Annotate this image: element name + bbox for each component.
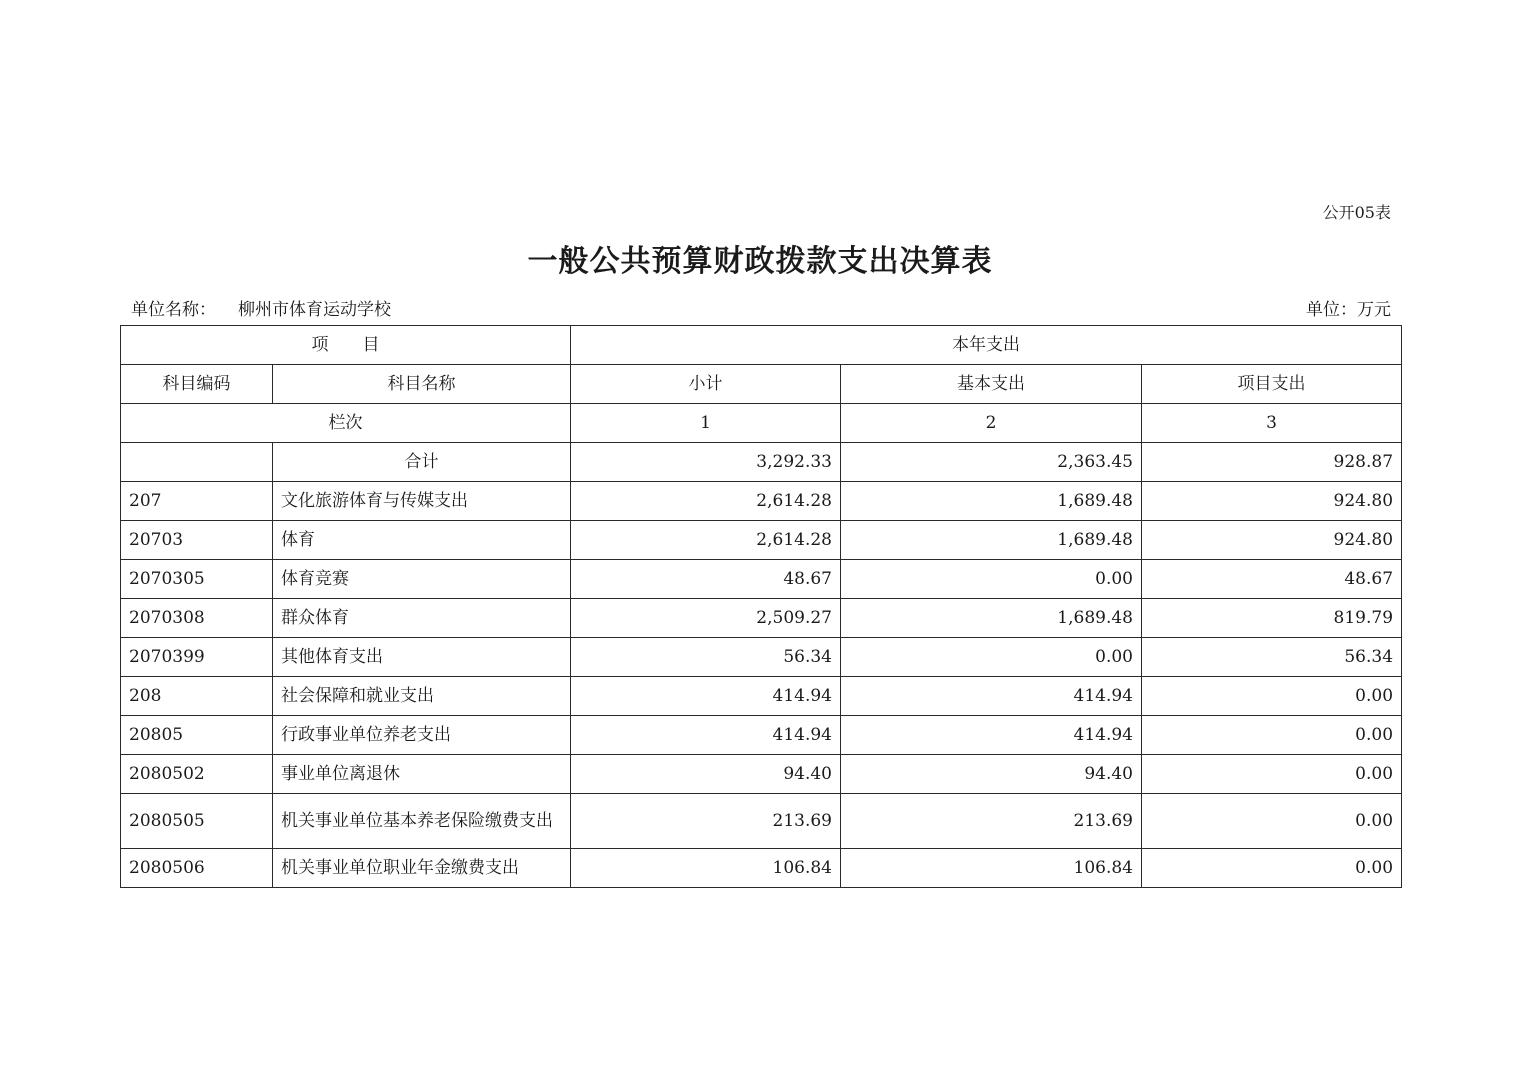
row-name: 文化旅游体育与传媒支出	[273, 482, 571, 521]
row-project: 0.00	[1142, 794, 1402, 849]
row-basic: 1,689.48	[841, 599, 1142, 638]
row-subtotal: 106.84	[571, 849, 841, 888]
row-code: 2080502	[121, 755, 273, 794]
unit-name: 柳州市体育运动学校	[238, 300, 391, 320]
header-row-1	[121, 326, 1402, 365]
row-subtotal: 2,614.28	[571, 521, 841, 560]
row-code: 2070399	[121, 638, 273, 677]
header-item: 项 目	[121, 326, 571, 365]
row-name: 事业单位离退休	[273, 755, 571, 794]
row-project: 924.80	[1142, 482, 1402, 521]
row-basic: 106.84	[841, 849, 1142, 888]
table-row	[121, 482, 1402, 521]
row-project: 0.00	[1142, 677, 1402, 716]
column-number-label: 栏次	[121, 404, 571, 443]
row-subtotal: 2,509.27	[571, 599, 841, 638]
row-subtotal: 414.94	[571, 716, 841, 755]
row-basic: 1,689.48	[841, 521, 1142, 560]
table-row	[121, 599, 1402, 638]
table-row	[121, 521, 1402, 560]
row-basic: 213.69	[841, 794, 1142, 849]
table-row	[121, 716, 1402, 755]
row-code: 2080506	[121, 849, 273, 888]
row-project: 0.00	[1142, 716, 1402, 755]
column-number-3: 3	[1142, 404, 1402, 443]
table-row	[121, 677, 1402, 716]
row-code: 207	[121, 482, 273, 521]
row-name: 机关事业单位职业年金缴费支出	[273, 849, 571, 888]
row-code: 20703	[121, 521, 273, 560]
total-row	[121, 443, 1402, 482]
row-code: 2080505	[121, 794, 273, 849]
table-row	[121, 794, 1402, 849]
row-subtotal: 213.69	[571, 794, 841, 849]
row-project: 819.79	[1142, 599, 1402, 638]
row-basic: 414.94	[841, 716, 1142, 755]
row-project: 48.67	[1142, 560, 1402, 599]
row-name: 体育竞赛	[273, 560, 571, 599]
row-code: 2070308	[121, 599, 273, 638]
total-label: 合计	[273, 443, 571, 482]
total-code-cell	[121, 443, 273, 482]
expenditure-table	[120, 325, 1402, 888]
table-row	[121, 638, 1402, 677]
unit-name-line	[131, 295, 391, 320]
header-basic: 基本支出	[841, 365, 1142, 404]
row-code: 20805	[121, 716, 273, 755]
column-number-row	[121, 404, 1402, 443]
header-code: 科目编码	[121, 365, 273, 404]
row-project: 56.34	[1142, 638, 1402, 677]
table-row	[121, 560, 1402, 599]
header-name: 科目名称	[273, 365, 571, 404]
page-title: 一般公共预算财政拨款支出决算表	[527, 244, 993, 279]
row-basic: 414.94	[841, 677, 1142, 716]
row-name: 行政事业单位养老支出	[273, 716, 571, 755]
row-name: 机关事业单位基本养老保险缴费支出	[273, 794, 571, 849]
column-number-1: 1	[571, 404, 841, 443]
row-project: 0.00	[1142, 849, 1402, 888]
header-project: 项目支出	[1142, 365, 1402, 404]
total-project: 928.87	[1142, 443, 1402, 482]
row-project: 924.80	[1142, 521, 1402, 560]
row-name: 群众体育	[273, 599, 571, 638]
row-code: 2070305	[121, 560, 273, 599]
row-subtotal: 48.67	[571, 560, 841, 599]
row-basic: 94.40	[841, 755, 1142, 794]
total-basic: 2,363.45	[841, 443, 1142, 482]
row-name: 体育	[273, 521, 571, 560]
form-number: 公开05表	[1322, 203, 1391, 222]
row-subtotal: 56.34	[571, 638, 841, 677]
table-row	[121, 755, 1402, 794]
row-name: 其他体育支出	[273, 638, 571, 677]
row-project: 0.00	[1142, 755, 1402, 794]
row-code: 208	[121, 677, 273, 716]
row-name: 社会保障和就业支出	[273, 677, 571, 716]
row-basic: 1,689.48	[841, 482, 1142, 521]
header-current-year: 本年支出	[571, 326, 1402, 365]
row-basic: 0.00	[841, 638, 1142, 677]
row-subtotal: 94.40	[571, 755, 841, 794]
table-row	[121, 849, 1402, 888]
header-subtotal: 小计	[571, 365, 841, 404]
total-subtotal: 3,292.33	[571, 443, 841, 482]
row-subtotal: 414.94	[571, 677, 841, 716]
column-number-2: 2	[841, 404, 1142, 443]
unit-name-label: 单位名称：	[131, 300, 216, 320]
row-basic: 0.00	[841, 560, 1142, 599]
row-subtotal: 2,614.28	[571, 482, 841, 521]
header-row-2	[121, 365, 1402, 404]
currency-unit: 单位：万元	[1306, 300, 1391, 320]
